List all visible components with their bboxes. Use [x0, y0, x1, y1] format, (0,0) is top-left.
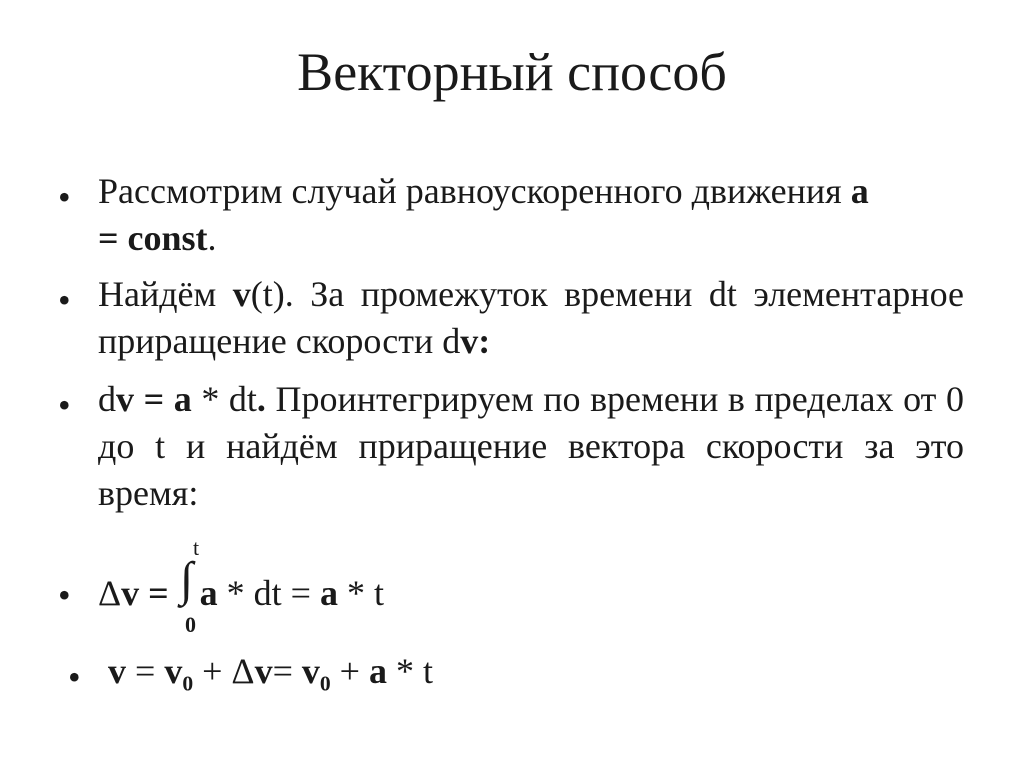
bullet-marker: • [58, 177, 71, 217]
bullet-marker: • [58, 280, 71, 320]
formula-delta-v: Δv = a * dt = a * t [98, 573, 384, 613]
integral-upper-limit: t [193, 535, 200, 560]
bullet-marker: • [58, 575, 71, 615]
bullet-item-2: Найдём v(t). За промежуток времени dt элементарное приращение скорости dv: [98, 274, 964, 361]
formula-velocity: $v = v_0 + \Delta v= v_0 + a * t$ [108, 651, 433, 696]
integral-sign: ∫ [180, 553, 194, 606]
bullet-item-3: dv = a * dt. Проинтегрируем по времени в пределах от 0 до t и найдём приращение вектора скорости за это время: [98, 379, 964, 513]
slide-title: Векторный способ [297, 42, 727, 102]
bullet-marker: • [68, 657, 81, 697]
bullet-marker: • [58, 385, 71, 425]
bullet-item-1: Рассмотрим случай равноускоренного движения a = const. [98, 171, 869, 258]
integral-lower-limit: 0 [185, 612, 196, 637]
